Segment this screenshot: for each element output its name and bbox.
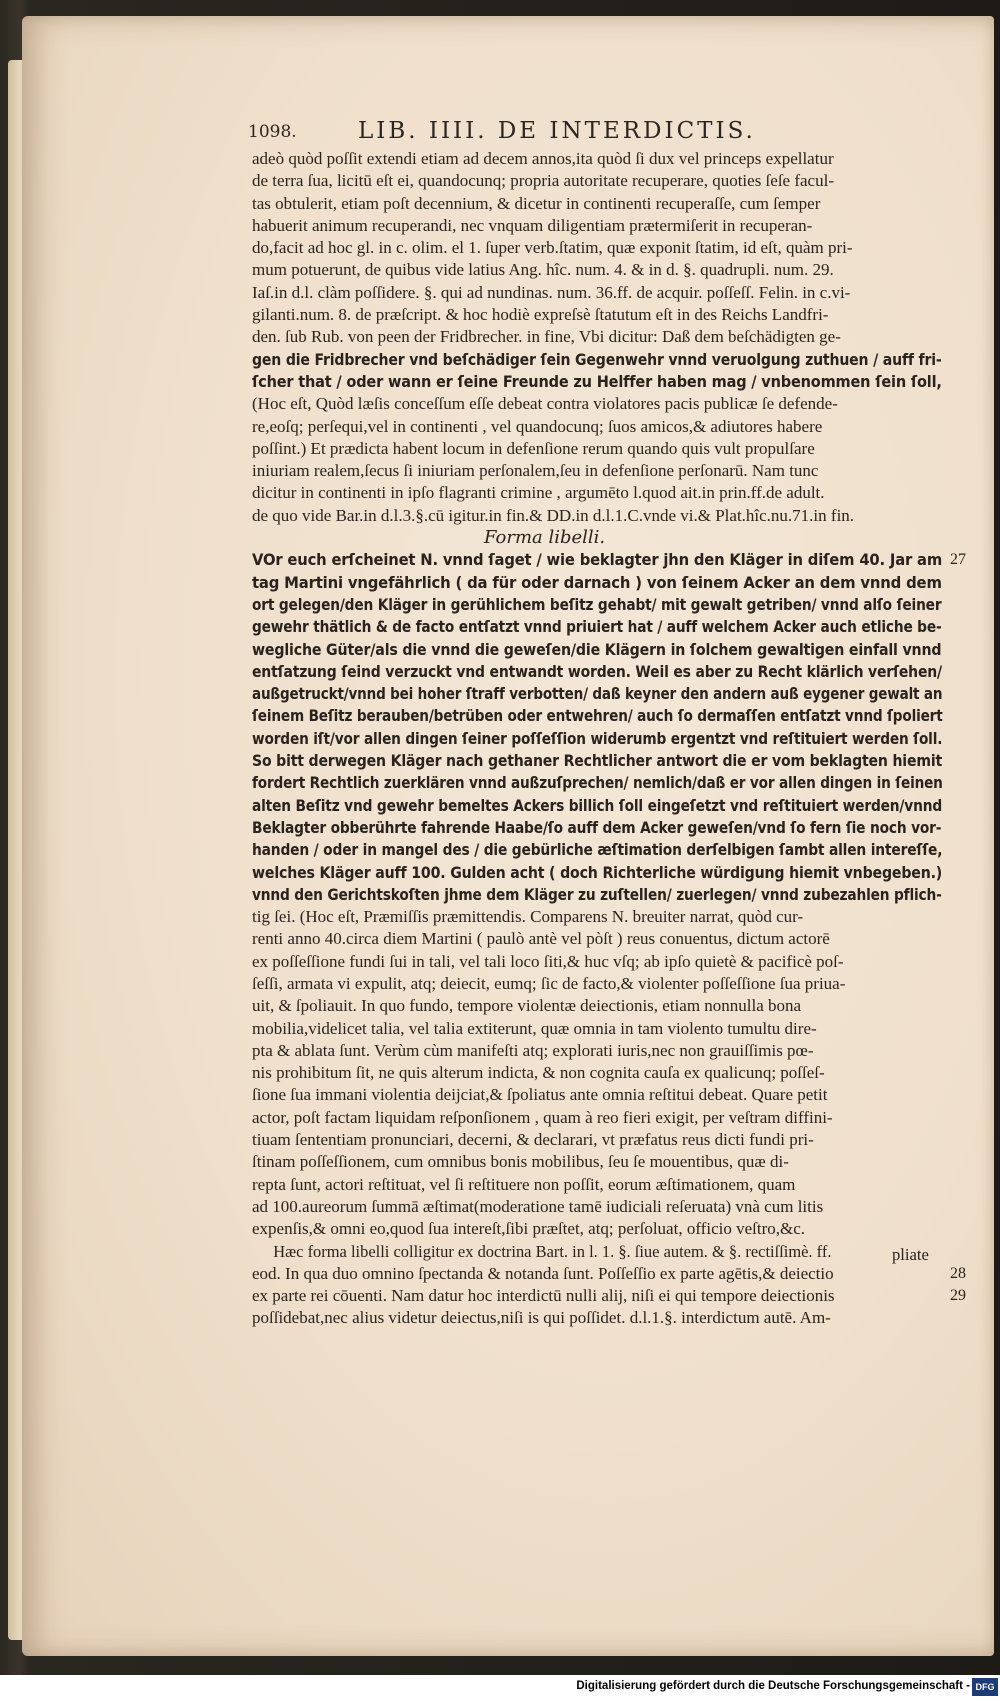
- text-line: de terra ſua, licitū eſt ei, quandocunq; propria autoritate recuperare, quoties ſeſe facul-: [252, 171, 834, 191]
- text-line: habuerit animum recuperandi, nec vnquam diligentiam prætermiſerit in recuperan-: [252, 215, 813, 235]
- text-line: nis prohibitum ſit, ne quis alterum indicta, & non cognita cauſa ex qualicunq; poſſeſ-: [252, 1063, 825, 1083]
- text-line: expenſis,& omni eo,quod ſua intereſt,ſibi præſtet, atq; perſoluat, officio veſtro,&c.: [252, 1219, 806, 1239]
- text-line: ſeinem Beſitz berauben/betrüben oder entwehren/ auch ſo dermaſſen entſatzt vnnd ſpoliert: [252, 707, 943, 726]
- page-number: 1098.: [248, 122, 297, 142]
- text-line: dicitur in continenti in ipſo flagranti crimine , argumēto l.quod ait.in prin.ff.de adult.: [252, 483, 825, 503]
- section-heading: Forma libelli.: [484, 527, 606, 549]
- text-line: do,facit ad hoc gl. in c. olim. el 1. ſuper verb.ſtatim, quæ exponit ſtatim, id eſt, quàm pri-: [252, 238, 853, 258]
- text-line: gilanti.num. 8. de præſcript. & hoc hodiè expreſsè ſtatutum eſt in des Reichs Landfri-: [252, 305, 829, 325]
- text-line: pta & ablata ſunt. Verùm cùm manifeſti atq; explorati iuris,nec non grauiſſimis pœ-: [252, 1040, 814, 1060]
- text-line: wegliche Güter/als die vnnd die geweſen/die Klägern in ſolchem gewaltigen einfall vnnd: [252, 640, 942, 659]
- text-line: eod. In qua duo omnino ſpectanda & notanda ſunt. Poſſeſſio ex parte agētis,& deiectio: [252, 1263, 834, 1283]
- text-line: tas obtulerit, etiam poſt decennium, & dicetur in continenti recuperaſſe, cum ſemper: [252, 193, 821, 213]
- text-line: actor, poſt factam liquidam reſponſionem , quam à reo fieri exigit, per veſtram diffini-: [252, 1107, 833, 1127]
- text-line: So bitt derwegen Kläger nach gethaner Rechtlicher antwort die er vom beklagten hiemit: [252, 752, 943, 771]
- margin-number: 29: [950, 1287, 966, 1305]
- text-line: mobilia,videlicet talia, vel talia extiterunt, quæ omnia in tam violento tumultu dire-: [252, 1018, 817, 1038]
- text-line: vnnd den Gerichtskoſten jhme dem Kläger zu zuſtellen/ zuerlegen/ vnnd zubezahlen pflich-: [252, 885, 942, 904]
- text-line: (Hoc eſt, Quòd læſis conceſſum eſſe debeat contra violatores pacis publicæ ſe defende-: [252, 394, 838, 414]
- text-line: handen / oder in mangel des / die gebürliche æſtimation derſelbigen ſambt allen intereſſe,: [252, 841, 943, 860]
- text-line: poſſidebat,nec alius videtur deiectus,niſi is qui poſſidet. d.l.1.§. interdictum autē. Am-: [252, 1308, 831, 1328]
- text-line: mum potuerunt, de quibus vide latius Ang. hîc. num. 4. & in d. §. quadrupli. num. 29.: [252, 260, 834, 280]
- text-line: uit, & ſpoliauit. In quo fundo, tempore violentæ deiectionis, etiam nonnulla bona: [252, 996, 802, 1016]
- text-line: ad 100.aureorum ſummā æſtimat(moderatione tamē iudiciali reſeruata) vnà cum litis: [252, 1196, 824, 1216]
- text-line: adeò quòd poſſit extendi etiam ad decem annos,ita quòd ſi dux vel princeps expellatur: [252, 149, 834, 168]
- text-line: fordert Rechtlich zuerklären vnnd außzuſprechen/ nemlich/daß er vor allen dingen in ſeinen: [252, 774, 943, 793]
- text-line: poſſint.) Et prædicta habent locum in defenſione rerum quando quis vult propulſare: [252, 438, 815, 458]
- margin-number: 27: [950, 551, 966, 569]
- funding-notice: Digitalisierung gefördert durch die Deutsche Forschungsgemeinschaft -: [576, 1680, 970, 1692]
- text-line: ſione ſua immani violentia deijciat,& ſpoliatus ante omnia reſtitui debeat. Quare petit: [252, 1085, 828, 1105]
- text-line: renti anno 40.circa diem Martini ( paulò antè vel pòſt ) reus conuentus, dictum actorē: [252, 929, 830, 949]
- text-line: Beklagter obberührte fahrende Haabe/ſo auff dem Acker geweſen/vnd ſo fern ſie noch vor-: [252, 818, 942, 837]
- text-line: alten Beſitz vnd gewehr bemeltes Ackers billich ſoll eingeſetzt vnd reſtituiert werden/vnnd: [252, 796, 943, 815]
- text-line: ſeſſi, armata vi expulit, atq; deiecit, eumq; ſic de facto,& violenter poſſeſſione ſua priua-: [252, 973, 846, 993]
- text-line: ſtinam poſſeſſionem, cum omnibus bonis mobilibus, ſeu ſe mouentibus, quæ di-: [252, 1152, 789, 1172]
- footer-bar: [0, 1675, 1000, 1701]
- text-line: welches Kläger auff 100. Gulden acht ( doch Richterliche würdigung hiemit vnbegeben.): [252, 863, 943, 882]
- text-line: re,eoſq; perſequi,vel in continenti , vel quandocunq; ſuos amicos,& adiutores habere: [252, 416, 823, 436]
- text-line: entſatzung ſeind verzuckt vnd entwandt worden. Weil es aber zu Recht klärlich verſehen/: [252, 662, 942, 681]
- text-line: ex poſſeſſione fundi ſui in tali, vel tali loco ſiti,& huc vſq; ab ipſo quietè & pacificè poſ-: [252, 951, 844, 971]
- text-line: repta ſunt, actori reſtituat, vel ſi reſtituere non poſſit, eorum æſtimationem, quam: [252, 1174, 796, 1194]
- page-header: [248, 118, 818, 148]
- text-line: ex parte rei cōuenti. Nam datur hoc interdictū nulli alij, niſi ei qui tempore deiectionis: [252, 1286, 835, 1306]
- text-line: Hæc forma libelli colligitur ex doctrina Bart. in l. 1. §. ſiue autem. & §. rectiſſimè. ff.: [273, 1241, 832, 1261]
- text-line: ort gelegen/den Kläger in gerühlichem beſitz gehabt/ mit gewalt getriben/ vnnd alſo ſeiner: [252, 595, 942, 614]
- text-line: tag Martini vngefährlich ( da für oder darnach ) von ſeinem Acker an dem vnnd dem: [252, 573, 942, 592]
- running-head: LIB. IIII. DE INTERDICTIS.: [358, 118, 756, 144]
- text-line: de quo vide Bar.in d.l.3.§.cū igitur.in fin.& DD.in d.l.1.C.vnde vi.& Plat.hîc.nu.71.in fin.: [252, 505, 855, 525]
- dfg-logo-icon: DFG: [972, 1678, 998, 1696]
- catchword: pliate: [892, 1245, 929, 1264]
- text-line: außgetruckt/vnnd bei hoher ſtraff verbotten/ daß keyner den andern auß eygener gewalt an: [252, 685, 943, 704]
- text-line: gen die Fridbrecher vnd beſchädiger ſein Gegenwehr vnnd veruolgung zuthuen / auff fri-: [252, 350, 942, 369]
- text-line: Iaſ.in d.l. clàm poſſidere. §. qui ad nundinas. num. 36.ff. de acquir. poſſeſſ. Felin. in c.vi-: [252, 282, 851, 302]
- text-line: den. ſub Rub. von peen der Fridbrecher. in fine, Vbi dicitur: Daß dem beſchädigten ge-: [252, 327, 841, 347]
- text-line: tiuam ſententiam pronunciari, decerni, & declarari, vt præfatus reus dicti fundi pri-: [252, 1130, 814, 1150]
- text-line: tig ſei. (Hoc eſt, Præmiſſis præmittendis. Comparens N. breuiter narrat, quòd cur-: [252, 907, 804, 927]
- text-line: gewehr thätlich & de facto entſatzt vnnd priuiert hat / auff welchem Acker auch etliche be-: [252, 618, 942, 637]
- text-line: VOr euch erſcheinet N. vnnd ſaget / wie beklagter jhn den Kläger in diſem 40. Jar am: [252, 551, 943, 570]
- body-text: [252, 148, 942, 1330]
- margin-number: 28: [950, 1265, 966, 1282]
- text-line: iniuriam realem,ſecus ſi iniuriam perſonalem,ſeu in defenſione perſonarū. Nam tunc: [252, 461, 819, 481]
- text-line: ſcher that / oder wann er ſeine Freunde zu Helffer haben mag / vnbenommen ſein ſoll,: [252, 372, 942, 391]
- text-line: worden iſt/vor allen dingen ſeiner poſſeſſion widerumb ergentzt vnd reſtituiert werden ſoll.: [252, 729, 943, 748]
